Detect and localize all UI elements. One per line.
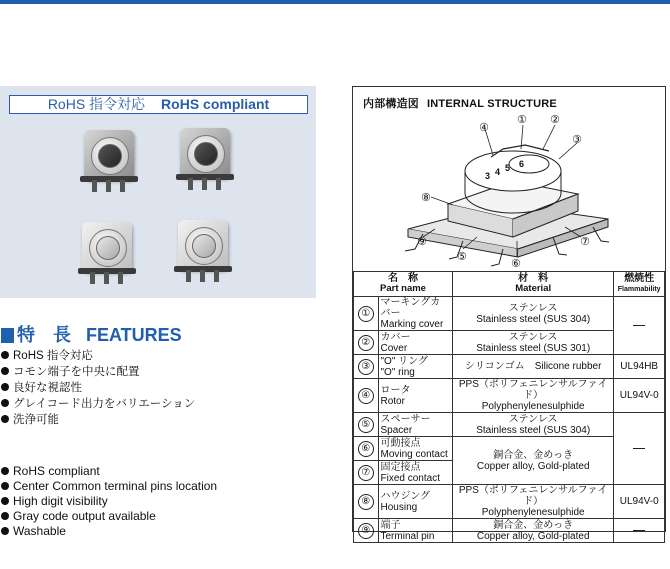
table-row: ⑤ スペーサー Spacer ステンレス Stainless steel (SUS 304) xyxy=(354,413,665,437)
list-item: Center Common terminal pins location xyxy=(1,479,217,494)
features-heading-en: FEATURES xyxy=(86,325,182,345)
table-row: ⑥ 可動接点 Moving contact 銅合金、金めっき Copper alloy, Gold-plated xyxy=(354,437,665,461)
bullet-icon xyxy=(1,415,9,423)
features-list-jp xyxy=(1,348,195,428)
features-list-en xyxy=(1,464,217,539)
table-row: ⑦ 固定接点 Fixed contact xyxy=(354,461,665,485)
callout-4: ④ xyxy=(479,121,489,134)
list-item: グレイコード出力をバリエーション xyxy=(1,396,195,412)
features-heading-jp: 特 長 xyxy=(17,325,71,345)
table-row: ② カバー Cover ステンレス Stainless steel (SUS 301) xyxy=(354,331,665,355)
list-item: 良好な視認性 xyxy=(1,380,195,396)
list-item: Washable xyxy=(1,524,217,539)
bullet-icon xyxy=(1,467,9,475)
table-row: ⑨ 端子 Terminal pin 銅合金、金めっき Copper alloy, Gold-plated xyxy=(354,519,665,543)
dash-mark xyxy=(633,448,645,449)
material-table xyxy=(353,271,665,543)
svg-text:6: 6 xyxy=(519,159,525,169)
dash-mark xyxy=(633,530,645,531)
bullet-icon xyxy=(1,512,9,520)
bullet-icon xyxy=(1,399,9,407)
product-photo-panel xyxy=(0,86,316,298)
rohs-banner-en: RoHS compliant xyxy=(161,96,270,112)
top-rule xyxy=(0,0,670,4)
structure-title: 内部構造図 INTERNAL STRUCTURE xyxy=(363,98,557,110)
callout-2: ② xyxy=(550,113,560,126)
svg-text:3: 3 xyxy=(485,171,491,181)
callout-1: ① xyxy=(517,113,527,126)
bullet-icon xyxy=(1,367,9,375)
list-item: Gray code output available xyxy=(1,509,217,524)
features-heading xyxy=(1,321,182,347)
bullet-icon xyxy=(1,351,9,359)
bullet-icon xyxy=(1,482,9,490)
dash-mark xyxy=(633,325,645,326)
table-row: ④ ロータ Rotor PPS（ポリフェニレンサルファイド） Polyphenylenesulphide UL94V-0 xyxy=(354,379,665,413)
callout-6: ⑥ xyxy=(511,257,521,269)
rohs-banner xyxy=(9,95,308,114)
list-item: 洗浄可能 xyxy=(1,412,195,428)
svg-text:4: 4 xyxy=(495,167,501,177)
list-item: コモン端子を中央に配置 xyxy=(1,364,195,380)
callout-9: ⑨ xyxy=(417,235,427,248)
list-item: RoHS 指令対応 xyxy=(1,348,195,364)
bullet-icon xyxy=(1,527,9,535)
table-row: ① マーキングカバー Marking cover ステンレス Stainless steel (SUS 304) xyxy=(354,297,665,331)
square-bullet-icon xyxy=(1,328,14,343)
internal-structure-panel xyxy=(352,86,666,542)
table-row: ③ "O" リング "O" ring シリコンゴム Silicone rubber UL94HB xyxy=(354,355,665,379)
callout-3: ③ xyxy=(572,133,582,146)
callout-5: ⑤ xyxy=(457,250,467,263)
rohs-banner-jp: RoHS 指令対応 xyxy=(47,96,146,112)
list-item: High digit visibility xyxy=(1,494,217,509)
table-row: ⑧ ハウジング Housing PPS（ポリフェニレンサルファイド） Polyphenylenesulphide UL94V-0 xyxy=(354,485,665,519)
table-header-row: 名 称 Part name 材 料 Material 燃焼性 Flammability xyxy=(354,272,665,297)
svg-text:5: 5 xyxy=(505,163,511,173)
callout-7: ⑦ xyxy=(580,235,590,248)
callout-8: ⑧ xyxy=(421,191,431,204)
bullet-icon xyxy=(1,497,9,505)
exploded-view-diagram xyxy=(353,109,665,269)
bullet-icon xyxy=(1,383,9,391)
list-item: RoHS compliant xyxy=(1,464,217,479)
